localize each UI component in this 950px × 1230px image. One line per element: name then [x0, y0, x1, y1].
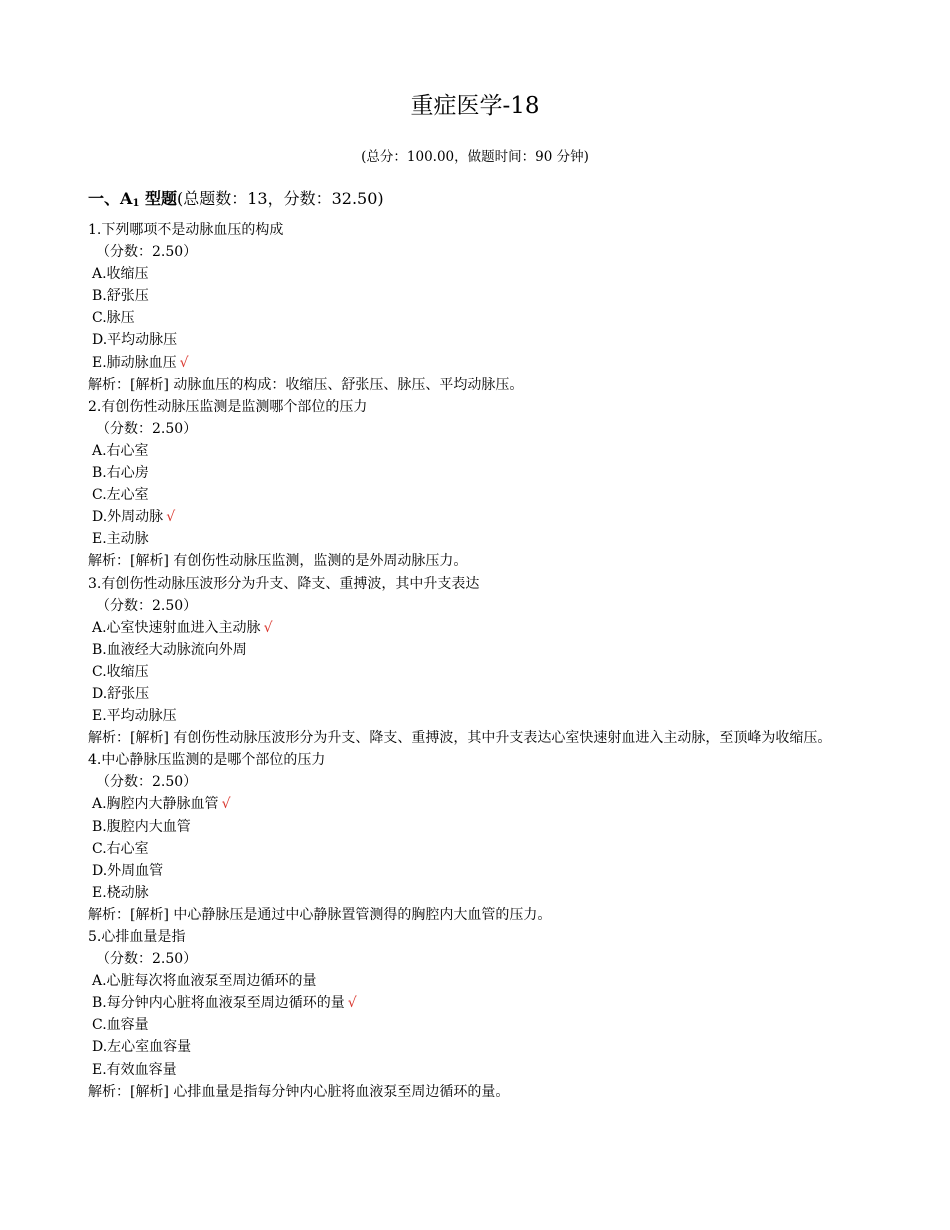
answer-option-label: A.右心室 — [92, 442, 149, 459]
answer-option[interactable] — [88, 263, 950, 285]
answer-option[interactable] — [88, 970, 950, 992]
answer-option-label: E.肺动脉血压 — [92, 354, 177, 371]
question-block — [88, 749, 950, 926]
answer-option-label: C.左心室 — [92, 487, 149, 504]
section-type-main: A — [120, 189, 133, 208]
answer-analysis: 解析：[解析] 心排血量是指每分钟内心脏将血液泵至周边循环的量。 — [88, 1083, 510, 1100]
section-type-sub: 1 — [132, 198, 140, 209]
correct-check-icon: √ — [347, 995, 357, 1012]
answer-option[interactable] — [88, 860, 950, 882]
answer-option-label: B.右心房 — [92, 465, 149, 482]
question-score: （分数：2.50） — [96, 244, 198, 261]
question-block — [88, 219, 950, 396]
question-stem: 5.心排血量是指 — [88, 929, 186, 945]
answer-option-label: D.外周血管 — [92, 862, 164, 879]
correct-check-icon: √ — [263, 619, 273, 636]
answer-option-label: C.血容量 — [92, 1017, 149, 1034]
question-stem: 3.有创伤性动脉压波形分为升支、降支、重搏波，其中升支表达 — [88, 575, 480, 592]
answer-option-label: B.腹腔内大血管 — [92, 818, 191, 835]
answer-option-label: C.收缩压 — [92, 663, 149, 680]
answer-option-label: D.左心室血容量 — [92, 1039, 192, 1056]
answer-option[interactable] — [88, 352, 950, 374]
answer-option-label: A.胸腔内大静脉血管 — [92, 796, 219, 813]
answer-option-label: E.主动脉 — [92, 531, 149, 548]
answer-option[interactable] — [88, 329, 950, 351]
question-score: （分数：2.50） — [96, 597, 198, 614]
answer-option-label: E.桡动脉 — [92, 884, 149, 901]
answer-analysis: 解析：[解析] 动脉血压的构成：收缩压、舒张压、脉压、平均动脉压。 — [88, 376, 524, 393]
correct-check-icon: √ — [179, 354, 189, 371]
question-list — [88, 219, 950, 1103]
answer-analysis: 解析：[解析] 有创伤性动脉压波形分为升支、降支、重搏波，其中升支表达心室快速射血进入主动脉，至顶峰为收缩压。 — [88, 730, 832, 747]
answer-option[interactable] — [88, 639, 950, 661]
answer-option[interactable] — [88, 1036, 950, 1058]
answer-option-label: E.有效血容量 — [92, 1061, 177, 1078]
document-title: 重症医学-18 — [410, 93, 540, 119]
answer-option-label: A.心室快速射血进入主动脉 — [92, 619, 261, 636]
question-score: （分数：2.50） — [96, 951, 198, 968]
answer-option[interactable] — [88, 484, 950, 506]
question-block — [88, 396, 950, 573]
answer-option-label: D.外周动脉 — [92, 509, 164, 526]
answer-option[interactable] — [88, 838, 950, 860]
answer-option-label: C.脉压 — [92, 310, 135, 327]
answer-option-label: D.舒张压 — [92, 685, 150, 702]
answer-option-label: C.右心室 — [92, 840, 149, 857]
answer-analysis: 解析：[解析] 中心静脉压是通过中心静脉置管测得的胸腔内大血管的压力。 — [88, 906, 552, 923]
answer-option[interactable] — [88, 307, 950, 329]
question-score: （分数：2.50） — [96, 774, 198, 791]
answer-option[interactable] — [88, 506, 950, 528]
answer-option[interactable] — [88, 882, 950, 904]
answer-option-label: B.血液经大动脉流向外周 — [92, 641, 247, 658]
correct-check-icon: √ — [166, 509, 176, 526]
document-meta: (总分：100.00，做题时间：90 分钟) — [361, 149, 589, 165]
section-prefix: 一、 — [88, 189, 121, 208]
answer-option[interactable] — [88, 1059, 950, 1081]
answer-analysis: 解析：[解析] 有创伤性动脉压监测，监测的是外周动脉压力。 — [88, 553, 468, 570]
question-stem: 2.有创伤性动脉压监测是监测哪个部位的压力 — [88, 398, 368, 415]
answer-option-label: E.平均动脉压 — [92, 708, 177, 725]
answer-option[interactable] — [88, 528, 950, 550]
answer-option[interactable] — [88, 992, 950, 1014]
answer-option-label: A.心脏每次将血液泵至周边循环的量 — [92, 973, 317, 990]
answer-option-label: A.收缩压 — [92, 266, 149, 283]
section-header — [88, 187, 950, 211]
answer-option[interactable] — [88, 793, 950, 815]
question-block — [88, 926, 950, 1103]
answer-option[interactable] — [88, 816, 950, 838]
question-stem: 1.下列哪项不是动脉血压的构成 — [88, 222, 284, 238]
answer-option[interactable] — [88, 285, 950, 307]
answer-option-label: D.平均动脉压 — [92, 332, 178, 349]
answer-option[interactable] — [88, 440, 950, 462]
question-score: （分数：2.50） — [96, 420, 198, 437]
correct-check-icon: √ — [221, 796, 231, 813]
answer-option-label: B.舒张压 — [92, 288, 149, 305]
question-stem: 4.中心静脉压监测的是哪个部位的压力 — [88, 752, 326, 769]
section-type-suffix: 型题 — [139, 189, 177, 208]
answer-option-label: B.每分钟内心脏将血液泵至周边循环的量 — [92, 995, 345, 1012]
question-block — [88, 573, 950, 750]
section-info: (总题数：13，分数：32.50) — [176, 189, 384, 208]
answer-option[interactable] — [88, 683, 950, 705]
answer-option[interactable] — [88, 661, 950, 683]
answer-option[interactable] — [88, 462, 950, 484]
answer-option[interactable] — [88, 705, 950, 727]
answer-option[interactable] — [88, 1014, 950, 1036]
answer-option[interactable] — [88, 617, 950, 639]
